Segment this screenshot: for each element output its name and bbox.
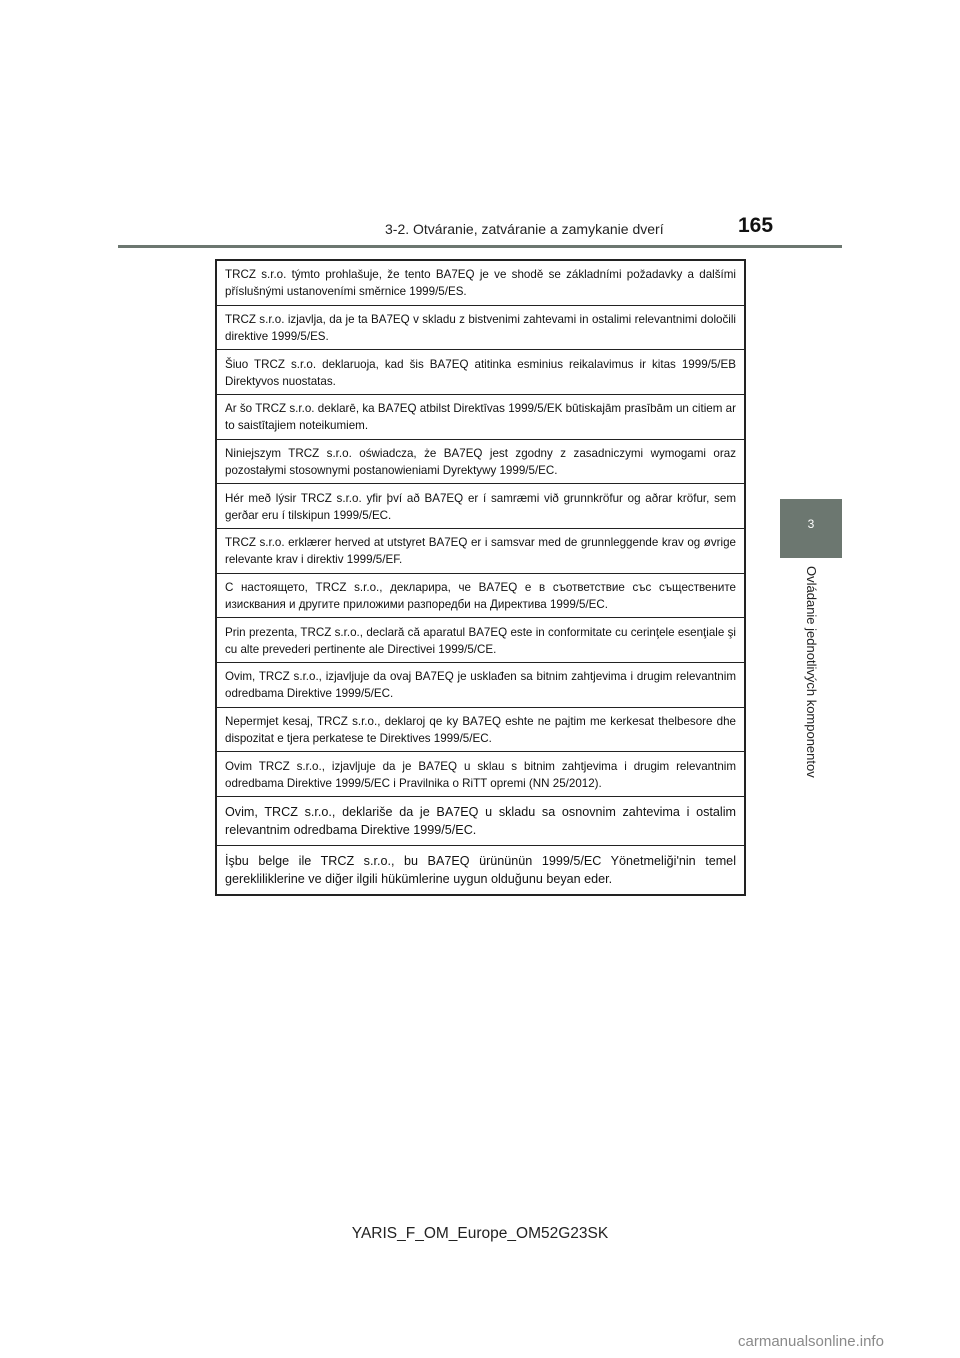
- declaration-icelandic: [217, 483, 744, 528]
- page-number: 165: [738, 214, 774, 237]
- declaration-text: Ar šo TRCZ s.r.o. deklarē, ka BA7EQ atbilst Direktīvas 1999/5/EK būtiskajām prasībām un citiem ar to saistītajiem noteikumiem.: [225, 402, 736, 433]
- declaration-czech: [217, 261, 744, 305]
- declaration-slovenian: [217, 305, 744, 350]
- declaration-croatian: [217, 751, 744, 796]
- declaration-text: Šiuo TRCZ s.r.o. deklaruoja, kad šis BA7EQ atitinka esminius reikalavimus ir kitas 1999/5/EB Direktyvos nuostatas.: [225, 357, 736, 388]
- declaration-polish: [217, 439, 744, 484]
- declaration-norwegian: [217, 528, 744, 573]
- header-rule: [118, 245, 842, 248]
- declaration-text: Ovim TRCZ s.r.o., izjavljuje da je BA7EQ u sklau s bitnim zahtjevima i drugim relevantnim odredbama Direktive 1999/5/EC i Pravilnika o RiTT opremi (NN 25/2012).: [225, 759, 736, 790]
- declarations-table: [215, 259, 746, 896]
- declaration-text: С настоящето, TRCZ s.r.o., декларира, че BA7EQ е в съответствие със съществените изисквания и другите приложими разпоредби на Директива 1999/5/EC.: [225, 580, 736, 611]
- declaration-text: Niniejszym TRCZ s.r.o. oświadcza, że BA7EQ jest zgodny z zasadniczymi wymogami oraz pozostałymi stosownymi postanowieniami Dyrektywy 1999/5/EC.: [225, 446, 736, 477]
- declaration-lithuanian: [217, 349, 744, 394]
- declaration-turkish: [217, 845, 744, 894]
- declaration-serbian: [217, 796, 744, 845]
- declaration-bulgarian: [217, 573, 744, 618]
- chapter-number: 3: [807, 517, 815, 531]
- declaration-text: Hér með lýsir TRCZ s.r.o. yfir því að BA7EQ er í samræmi við grunnkröfur og aðrar kröfur, sem gerðar eru í tilskipun 1999/5/EC.: [225, 491, 736, 522]
- watermark: carmanualsonline.info: [738, 1333, 884, 1350]
- declaration-text: Ovim, TRCZ s.r.o., deklariše da je BA7EQ u skladu sa osnovnim zahtevima i ostalim relevantnim odredbama Direktive 1999/5/EC.: [225, 805, 736, 838]
- declaration-text: TRCZ s.r.o. erklærer herved at utstyret BA7EQ er i samsvar med de grunnleggende krav og øvrige relevante krav i direktiv 1999/5/EF.: [225, 536, 736, 567]
- chapter-tab: [780, 499, 842, 558]
- declaration-romanian: [217, 617, 744, 662]
- declaration-text: Ovim, TRCZ s.r.o., izjavljuje da ovaj BA7EQ je usklađen sa bitnim zahtjevima i drugim relevantnim odredbama Direktive 1999/5/EC.: [225, 670, 736, 701]
- declaration-latvian: [217, 394, 744, 439]
- declaration-albanian: [217, 707, 744, 752]
- declaration-bosnian: [217, 662, 744, 707]
- chapter-title: Ovládanie jednotlivých komponentov: [804, 566, 819, 778]
- section-title: 3-2. Otváranie, zatváranie a zamykanie dverí: [385, 221, 664, 237]
- document-id: YARIS_F_OM_Europe_OM52G23SK: [351, 1225, 609, 1242]
- declaration-text: Prin prezenta, TRCZ s.r.o., declară că aparatul BA7EQ este in conformitate cu cerinţele esenţiale şi cu alte prevederi pertinente ale Directivei 1999/5/CE.: [225, 625, 736, 656]
- declaration-text: Nepermjet kesaj, TRCZ s.r.o., deklaroj qe ky BA7EQ eshte ne pajtim me kerkesat thelbesore dhe dispozitat e tjera perkatese te Direktives 1999/5/EC.: [225, 714, 736, 745]
- declaration-text: TRCZ s.r.o. týmto prohlašuje, že tento BA7EQ je ve shodě se základními požadavky a dalšími příslušnými ustanoveními směrnice 1999/5/ES.: [225, 268, 736, 299]
- declaration-text: TRCZ s.r.o. izjavlja, da je ta BA7EQ v skladu z bistvenimi zahtevami in ostalimi relevantnimi določili direktive 1999/5/ES.: [225, 312, 736, 343]
- declaration-text: İşbu belge ile TRCZ s.r.o., bu BA7EQ ürününün 1999/5/EC Yönetmeliği'nin temel gerekliliklerine ve diğer ilgili hükümlerine uygun olduğunu beyan eder.: [225, 854, 736, 887]
